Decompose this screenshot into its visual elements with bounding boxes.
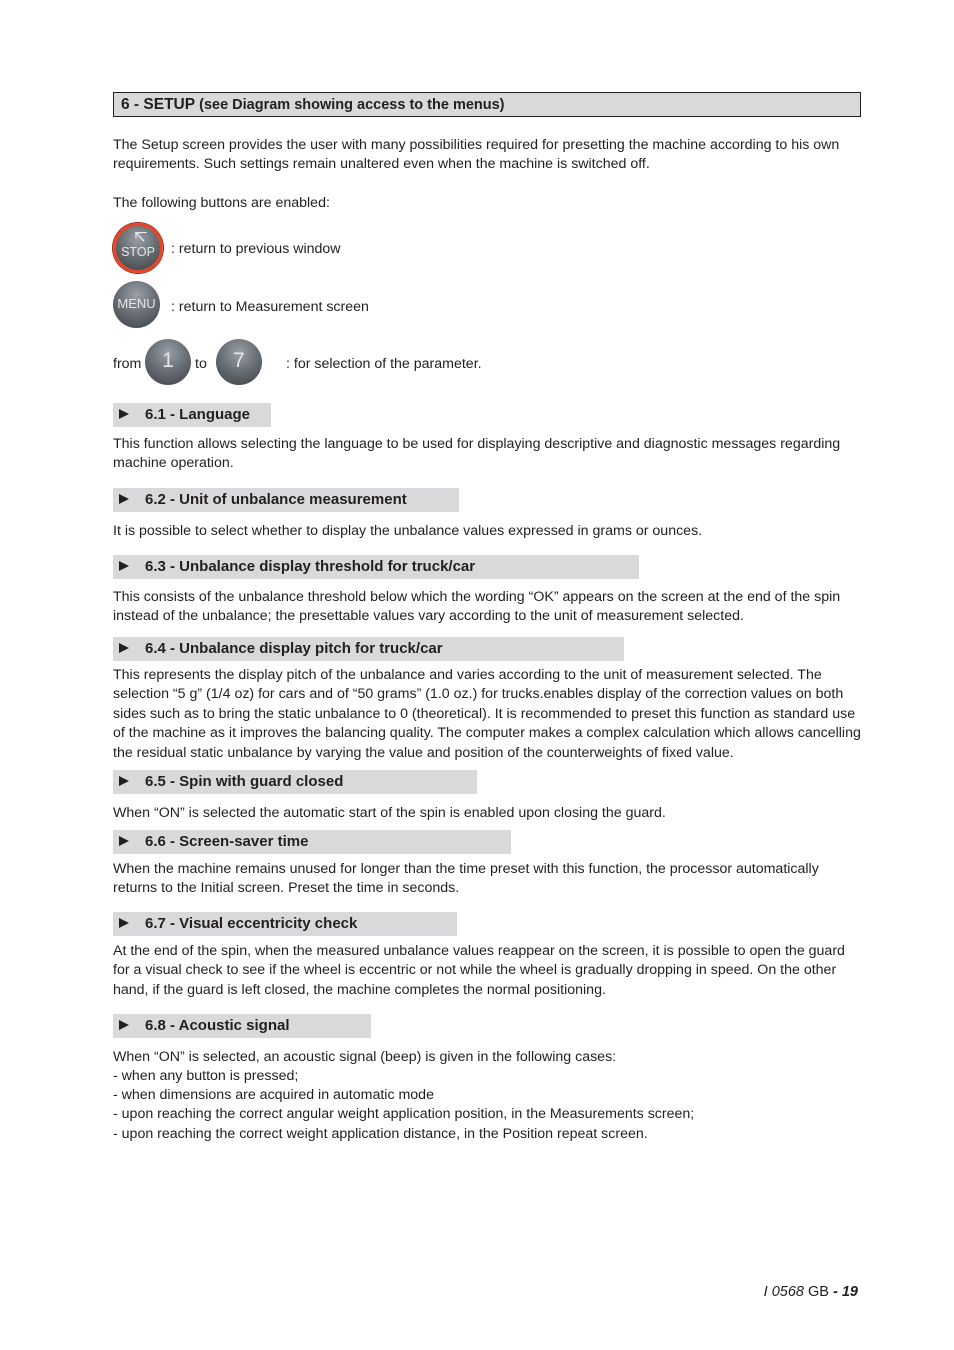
button-1-icon <box>145 339 191 385</box>
section-6-7-body: At the end of the spin, when the measured unbalance values reappear on the screen, it is possible to open the guard for a visual check to see if the wheel is eccentric or not while the wheel is gradually dropping in speed. On the other hand, if the guard is left closed, the machine completes the normal positioning. <box>113 943 845 998</box>
list-item: - when any button is pressed; <box>113 1068 299 1084</box>
intro-paragraph: The Setup screen provides the user with many possibilities required for presetting the machine according to his own requirements. Such settings remain unaltered even when the machine is switched off. <box>113 137 840 173</box>
buttons-intro: The following buttons are enabled: <box>113 195 330 211</box>
title-sub: (see Diagram showing access to the menus) <box>199 97 505 113</box>
section-6-8-header <box>113 1014 371 1038</box>
from-text: from <box>113 356 142 372</box>
section-6-6-header <box>113 830 511 854</box>
triangle-bullet-icon <box>119 561 129 571</box>
list-item: - upon reaching the correct weight application distance, in the Position repeat screen. <box>113 1126 648 1142</box>
section-6-7-header <box>113 912 457 936</box>
section-title: 6.2 - Unit of unbalance measurement <box>145 491 407 508</box>
stop-label: STOP <box>121 245 155 259</box>
section-6-5-header <box>113 770 477 794</box>
section-6-2-header <box>113 488 459 512</box>
number-buttons-description: : for selection of the parameter. <box>286 356 482 372</box>
section-6-8-body: When “ON” is selected, an acoustic signal (beep) is given in the following cases: <box>113 1049 617 1065</box>
section-6-3-header <box>113 555 639 579</box>
section-6-4-header <box>113 637 624 661</box>
section-title: 6.7 - Visual eccentricity check <box>145 915 358 932</box>
section-title: 6.3 - Unbalance display threshold for truck/car <box>145 558 476 575</box>
triangle-bullet-icon <box>119 494 129 504</box>
section-title: 6.1 - Language <box>145 406 251 423</box>
section-6-6-body: When the machine remains unused for longer than the time preset with this function, the processor automatically returns to the Initial screen. Preset the time in seconds. <box>113 861 819 897</box>
triangle-bullet-icon <box>119 643 129 653</box>
page-number: - 19 <box>833 1284 858 1300</box>
menu-button-icon <box>113 281 160 328</box>
section-6-1-header <box>113 403 271 427</box>
button-1-label: 1 <box>162 349 174 372</box>
button-7-label: 7 <box>233 349 245 372</box>
language-code: GB <box>808 1284 829 1300</box>
triangle-bullet-icon <box>119 409 129 419</box>
triangle-bullet-icon <box>119 918 129 928</box>
section-title: 6.4 - Unbalance display pitch for truck/car <box>145 640 443 657</box>
menu-description: : return to Measurement screen <box>171 299 369 315</box>
list-item: - when dimensions are acquired in automatic mode <box>113 1087 434 1103</box>
section-6-4-body: This represents the display pitch of the unbalance and varies according to the unit of measurement selected. The selection “5 g” (1/4 oz) for cars and of “50 grams” (1.0 oz.) for trucks.enables display of the correction values on both sides such as to bring the static unbalance to 0 (theoretical). It is recommended to preset this function as standard use of the machine as it improves the balancing quality. The computer makes a complex calculation which allows cancelling the residual static unbalance by varying the value and position of the counterweights of fixed value. <box>113 667 861 761</box>
stop-button-icon <box>113 223 163 273</box>
list-item: - upon reaching the correct angular weight application position, in the Measurements screen; <box>113 1106 695 1122</box>
section-6-1-body: This function allows selecting the language to be used for displaying descriptive and diagnostic messages regarding machine operation. <box>113 436 841 472</box>
document-code: I 0568 <box>763 1284 804 1300</box>
section-title-bar <box>113 92 861 117</box>
page-footer <box>764 1284 858 1300</box>
section-title: 6.8 - Acoustic signal <box>145 1017 290 1034</box>
to-text: to <box>195 356 207 372</box>
back-arrow-icon <box>135 232 147 242</box>
section-title: 6.6 - Screen-saver time <box>145 833 309 850</box>
triangle-bullet-icon <box>119 776 129 786</box>
section-6-5-body: When “ON” is selected the automatic start of the spin is enabled upon closing the guard. <box>113 805 666 821</box>
menu-label: MENU <box>117 296 156 311</box>
section-6-2-body: It is possible to select whether to display the unbalance values expressed in grams or ounces. <box>113 523 703 539</box>
triangle-bullet-icon <box>119 1020 129 1030</box>
title-main: 6 - SETUP <box>121 96 195 113</box>
section-title: 6.5 - Spin with guard closed <box>145 773 344 790</box>
button-7-icon <box>216 339 262 385</box>
triangle-bullet-icon <box>119 836 129 846</box>
page-title <box>121 96 505 114</box>
stop-description: : return to previous window <box>171 241 341 257</box>
section-6-3-body: This consists of the unbalance threshold below which the wording “OK” appears on the screen at the end of the spin instead of the unbalance; the presettable values vary according to the unit of measurement selected. <box>113 589 841 625</box>
